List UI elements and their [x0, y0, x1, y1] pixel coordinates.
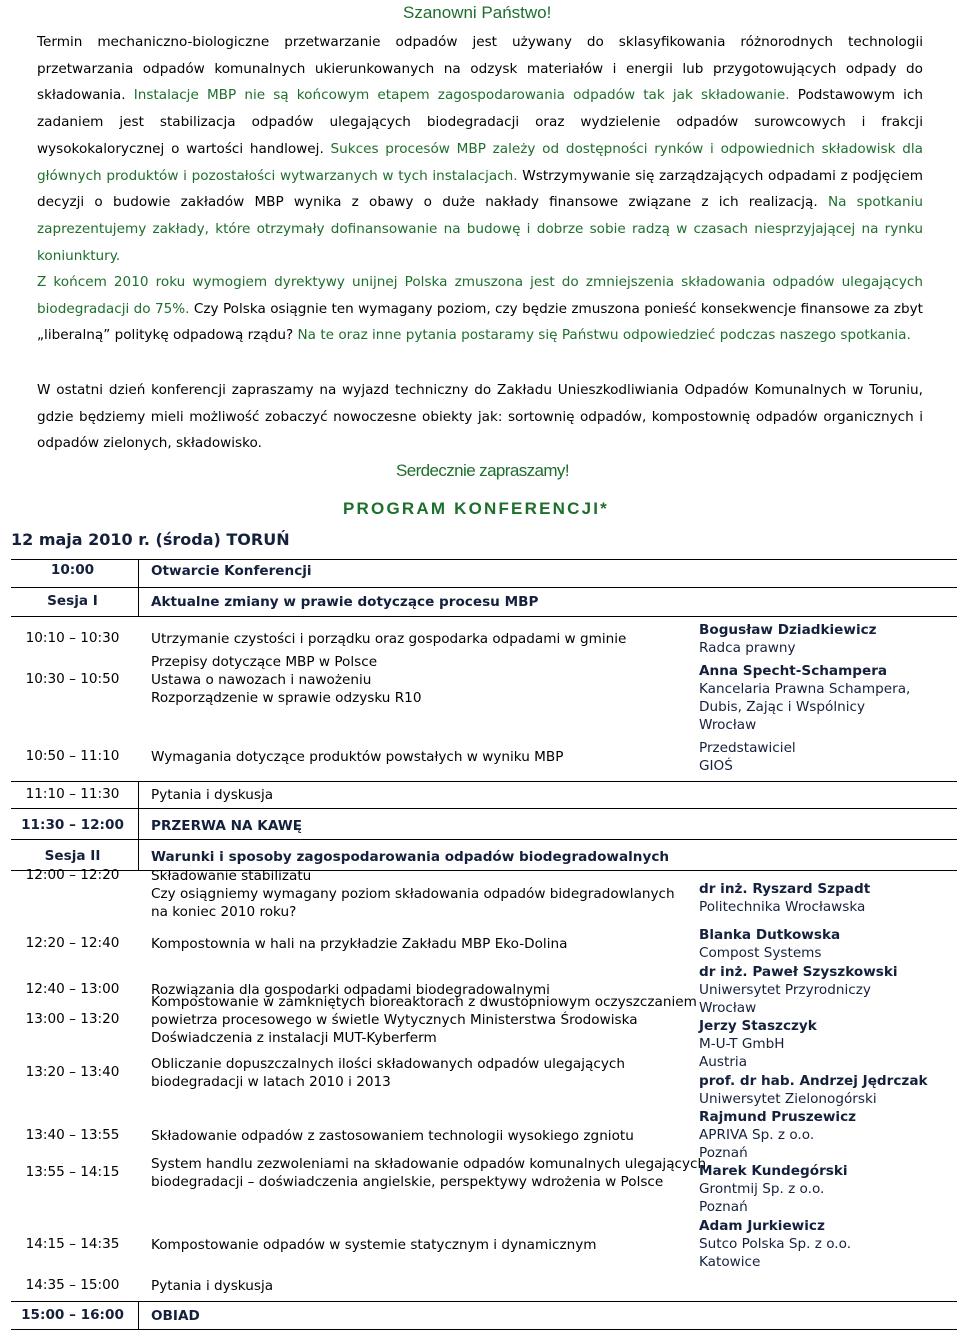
schedule-topic: Pytania i dyskusja [151, 1278, 274, 1294]
schedule-time: 10:30 – 10:50 [25, 671, 120, 687]
column-divider [138, 1301, 139, 1329]
schedule-topic-line: Rozporządzenie w sprawie odzysku R10 [151, 690, 422, 706]
table-rule [11, 1329, 957, 1330]
table-rule [11, 1301, 957, 1302]
speaker-name: Jerzy Staszczyk [699, 1018, 817, 1034]
schedule-time: 10:10 – 10:30 [25, 630, 120, 646]
speaker-affiliation: Sutco Polska Sp. z o.o. [699, 1236, 852, 1252]
schedule-topic: Pytania i dyskusja [151, 787, 274, 803]
speaker-affiliation: Uniwersytet Zielonogórski [699, 1091, 877, 1107]
schedule-topic-line: Doświadczenia z instalacji MUT-Kyberferm [151, 1030, 437, 1046]
schedule-time: Sesja I [47, 593, 98, 609]
schedule-time: 14:15 – 14:35 [25, 1236, 120, 1252]
intro-sentence-1: Termin mechaniczno-biologiczne przetwarzanie odpadów jest używany do sklasyfikowania różnorodnych technologii przetwarzania odpadów komunalnych ukierunkowanych na odzysk materiałów i energii lub przygotowujących odpady do składowania. [37, 34, 923, 104]
speaker-affiliation: Poznań [699, 1145, 748, 1161]
schedule-topic-line: na koniec 2010 roku? [151, 904, 297, 920]
schedule-topic-line: Składowanie stabilizatu [151, 868, 312, 884]
speaker-affiliation: Katowice [699, 1254, 761, 1270]
speaker-name: Adam Jurkiewicz [699, 1218, 825, 1234]
schedule-time: 13:20 – 13:40 [25, 1064, 120, 1080]
speaker-name: prof. dr hab. Andrzej Jędrczak [699, 1073, 928, 1089]
schedule-time: 12:20 – 12:40 [25, 935, 120, 951]
speaker-name: Anna Specht-Schampera [699, 663, 888, 679]
speaker-entry [699, 926, 840, 962]
intro-paragraph [37, 29, 923, 269]
schedule-topic: Otwarcie Konferencji [151, 563, 312, 579]
speaker-affiliation: Radca prawny [699, 640, 796, 656]
schedule-time: 11:10 – 11:30 [25, 786, 120, 802]
schedule-topic-line: Czy osiągniemy wymagany poziom składowania odpadów bidegradowlanych [151, 886, 675, 902]
date-header: 12 maja 2010 r. (środa) TORUŃ [11, 530, 290, 549]
speaker-entry [699, 1217, 851, 1271]
schedule-topic-line: Obliczanie dopuszczalnych ilości składowanych odpadów ulegających [151, 1056, 625, 1072]
invitation-line: Serdecznie zapraszamy! [396, 461, 569, 480]
schedule-topic: Warunki i sposoby zagospodarowania odpadów biodegradowalnych [151, 849, 670, 865]
schedule-time: 15:00 – 16:00 [21, 1307, 124, 1323]
schedule-time: Sesja II [44, 848, 101, 864]
schedule-topic-line: Kompostowanie w zamkniętych bioreaktorach z dwustopniowym oczyszczaniem [151, 994, 697, 1010]
speaker-entry [699, 662, 910, 734]
deadline-paragraph [37, 269, 923, 349]
schedule-topic: Utrzymanie czystości i porządku oraz gospodarka odpadami w gminie [151, 631, 627, 647]
greeting: Szanowni Państwo! [403, 3, 552, 22]
speaker-affiliation: Dubis, Zając i Wspólnicy [699, 699, 866, 715]
speaker-affiliation: M-U-T GmbH [699, 1036, 785, 1052]
speaker-entry [699, 1072, 928, 1108]
schedule-topic: Aktualne zmiany w prawie dotyczące procesu MBP [151, 594, 539, 610]
intro-sentence-6: Na spotkaniu zaprezentujemy zakłady, które otrzymały dofinansowanie na budowę i dobrze sobie radzą w czasach niesprzyjającej na rynku koniunktury. [37, 194, 923, 264]
speaker-name: Rajmund Pruszewicz [699, 1109, 857, 1125]
table-rule [11, 616, 957, 617]
intro-sentence-2: Instalacje MBP nie są końcowym etapem zagospodarowania odpadów tak jak składowanie. [125, 87, 790, 104]
speaker-entry [699, 1017, 817, 1071]
schedule-topic: OBIAD [151, 1308, 200, 1324]
schedule-topic-line: biodegradacji – doświadczenia angielskie, perspektywy wdrożenia w Polsce [151, 1174, 664, 1190]
schedule-time: 12:00 – 12:20 [25, 867, 120, 883]
schedule-time: 10:00 [50, 562, 95, 578]
speaker-name: Marek Kundegórski [699, 1163, 848, 1179]
program-title: PROGRAM KONFERENCJI* [343, 499, 609, 518]
schedule-time: 13:40 – 13:55 [25, 1127, 120, 1143]
table-rule [11, 559, 957, 560]
speaker-affiliation: Compost Systems [699, 945, 822, 961]
speaker-affiliation: Kancelaria Prawna Schampera, [699, 681, 911, 697]
column-divider [138, 559, 139, 616]
schedule-topic: Rozwiązania dla gospodarki odpadami biodegradowalnymi [151, 982, 550, 998]
speaker-affiliation: Austria [699, 1054, 748, 1070]
speaker-affiliation: Wrocław [699, 1000, 757, 1016]
schedule-topic [151, 1155, 706, 1191]
intro-sentence-5: Wstrzymywanie się zarządzających odpadami z podjęciem decyzji o budowie zakładów MBP wynika z obawy o duże nakłady finansowe związane z ich realizacją. [37, 167, 923, 211]
speaker-affiliation: APRIVA Sp. z o.o. [699, 1127, 815, 1143]
table-rule [11, 808, 957, 809]
intro-sentence-3: Podstawowym ich zadaniem jest stabilizacja odpadów ulegających biodegradacji oraz wydzielenie odpadów surowcowych i frakcji wysokokalorycznej o wartości handlowej. [37, 87, 923, 157]
schedule-topic: Wymagania dotyczące produktów powstałych w wyniku MBP [151, 749, 564, 765]
schedule-topic-line: Ustawa o nawozach i nawożeniu [151, 672, 372, 688]
table-rule [11, 587, 957, 588]
speaker-entry [699, 1108, 856, 1162]
speaker-name: Bogusław Dziadkiewicz [699, 622, 877, 638]
schedule-time: 11:30 – 12:00 [21, 817, 124, 833]
speaker-entry [699, 739, 796, 775]
field-trip-paragraph: W ostatni dzień konferencji zapraszamy na wyjazd techniczny do Zakładu Unieszkodliwiania Odpadów Komunalnych w Toruniu, gdzie będziemy mieli możliwość zobaczyć nowoczesne obiekty jak: sortownię odpadów, kompostownię odpadów organicznych i odpadów zielonych, składowisko. [37, 382, 923, 452]
table-rule [11, 839, 957, 840]
speaker-affiliation: Uniwersytet Przyrodniczy [699, 982, 871, 998]
schedule-topic: Składowanie odpadów z zastosowaniem technologii wysokiego zgniotu [151, 1128, 634, 1144]
schedule-topic-line: System handlu zezwoleniami na składowanie odpadów komunalnych ulegających [151, 1156, 707, 1172]
speaker-entry [699, 1162, 848, 1216]
schedule-topic [151, 867, 675, 921]
speaker-affiliation: Przedstawiciel [699, 740, 796, 756]
intro-sentence-4: Sukces procesów MBP zależy od dostępności rynków i odpowiednich składowisk dla głównych produktów i pozostałości wytwarzanych w tych instalacjach. [37, 140, 923, 184]
speaker-entry [699, 621, 877, 657]
schedule-topic [151, 1055, 625, 1091]
schedule-time: 14:35 – 15:00 [25, 1277, 120, 1293]
schedule-time: 13:55 – 14:15 [25, 1164, 120, 1180]
schedule-time: 12:40 – 13:00 [25, 981, 120, 997]
table-rule [11, 781, 957, 782]
speaker-affiliation: Wrocław [699, 717, 757, 733]
speaker-entry [699, 880, 870, 916]
schedule-time: 10:50 – 11:10 [25, 748, 120, 764]
schedule-topic [151, 993, 697, 1047]
schedule-time: 13:00 – 13:20 [25, 1011, 120, 1027]
schedule-topic: Kompostowanie odpadów w systemie statycznym i dynamicznym [151, 1237, 597, 1253]
speaker-affiliation: GIOŚ [699, 758, 733, 774]
column-divider [138, 781, 139, 870]
schedule-topic [151, 653, 421, 707]
deadline-sentence-2: Czy Polska osiągnie ten wymagany poziom, czy będzie zmuszona ponieść konsekwencje finansowe za zbyt „liberalną” politykę odpadową rządu? [37, 300, 923, 344]
schedule-topic-line: Przepisy dotyczące MBP w Polsce [151, 654, 378, 670]
speaker-name: dr inż. Ryszard Szpadt [699, 881, 871, 897]
schedule-topic: Kompostownia w hali na przykładzie Zakładu MBP Eko-Dolina [151, 936, 568, 952]
deadline-sentence-1: Z końcem 2010 roku wymogiem dyrektywy unijnej Polska zmuszona jest do zmniejszenia składowania odpadów ulegających biodegradacji do 75%. [37, 274, 923, 317]
speaker-affiliation: Politechnika Wrocławska [699, 899, 866, 915]
speaker-name: Blanka Dutkowska [699, 927, 841, 943]
schedule-topic-line: biodegradacji w latach 2010 i 2013 [151, 1074, 391, 1090]
speaker-affiliation: Poznań [699, 1199, 748, 1215]
deadline-sentence-3: Na te oraz inne pytania postaramy się Państwu odpowiedzieć podczas naszego spotkania. [293, 327, 911, 344]
speaker-entry [699, 963, 898, 1017]
schedule-topic: PRZERWA NA KAWĘ [151, 818, 303, 834]
schedule-topic-line: powietrza procesowego w świetle Wytycznych Ministerstwa Środowiska [151, 1012, 638, 1028]
speaker-affiliation: Grontmij Sp. z o.o. [699, 1181, 825, 1197]
speaker-name: dr inż. Paweł Szyszkowski [699, 964, 898, 980]
